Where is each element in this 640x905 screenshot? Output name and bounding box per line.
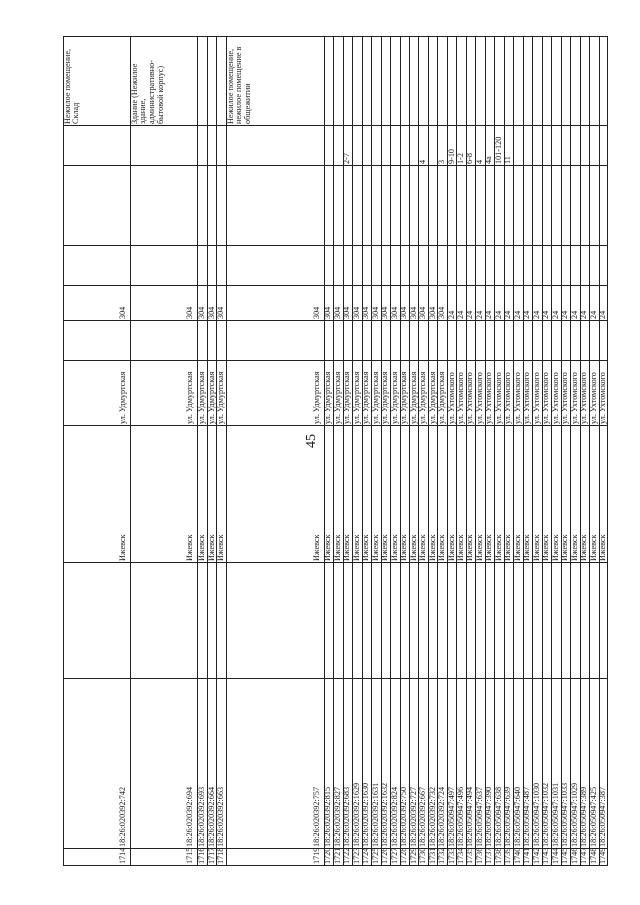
table-cell-cadastral: 18:26:050947:389	[579, 786, 589, 847]
table-cell-street: ул. Удмуртская	[408, 371, 418, 424]
table-cell-house: 304	[437, 306, 447, 319]
table-cell-house: 24	[560, 310, 570, 319]
page-number: 45	[304, 434, 319, 448]
table-cell-no: 1736	[474, 847, 484, 864]
table-cell-city: Ижевск	[332, 534, 342, 561]
table-cell-street: ул. Ухтомского	[484, 372, 494, 424]
table-cell-apt: 9-10	[446, 148, 456, 164]
table-cell-house: 24	[493, 310, 503, 319]
table-cell-no: 1726	[380, 847, 390, 864]
table-cell-cadastral: 18:26:020392:1631	[370, 782, 380, 847]
table-cell-city: Ижевск	[206, 534, 216, 561]
table-cell-no: 1740	[512, 847, 522, 864]
table-cell-city: Ижевск	[323, 534, 333, 561]
table-cell-cadastral: 18:26:020392:693	[197, 786, 207, 847]
table-cell-city: Ижевск	[474, 534, 484, 561]
table-cell-cadastral: 18:26:050947:638	[493, 786, 503, 847]
table-cell-street: ул. Удмуртская	[437, 371, 447, 424]
table-cell-city: Ижевск	[370, 534, 380, 561]
table-cell-street: ул. Удмуртская	[216, 371, 226, 424]
table-cell-apt: 4	[418, 159, 428, 164]
table-cell-cadastral: 18:26:020392:724	[437, 786, 447, 847]
table-cell-no: 1729	[408, 847, 418, 864]
table-cell-street: ул. Ухтомского	[512, 372, 522, 424]
table-cell-cadastral: 18:26:020392:742	[118, 786, 128, 847]
table-cell-city: Ижевск	[569, 534, 579, 561]
table-cell-house: 304	[361, 306, 371, 319]
table-cell-street: ул. Удмуртская	[118, 371, 128, 424]
table-cell-street: ул. Ухтомского	[474, 372, 484, 424]
table-cell-city: Ижевск	[588, 534, 598, 561]
table-cell-street: ул. Ухтомского	[446, 372, 456, 424]
table-cell-city: Ижевск	[541, 534, 551, 561]
table-cell-no: 1721	[332, 847, 342, 864]
table-row-rule	[63, 36, 64, 866]
table-cell-no: 1741	[522, 847, 532, 864]
table-cell-apt: 4	[474, 159, 484, 164]
table-cell-street: ул. Ухтомского	[455, 372, 465, 424]
table-cell-no: 1728	[399, 847, 409, 864]
table-cell-house: 24	[579, 310, 589, 319]
table-cell-street: ул. Ухтомского	[541, 372, 551, 424]
table-cell-cadastral: 18:26:020392:757	[311, 786, 321, 847]
table-cell-street: ул. Удмуртская	[342, 371, 352, 424]
table-cell-street: ул. Удмуртская	[389, 371, 399, 424]
table-cell-street: ул. Удмуртская	[311, 371, 321, 424]
table-cell-no: 1747	[579, 847, 589, 864]
table-cell-city: Ижевск	[484, 534, 494, 561]
table-cell-house: 304	[197, 306, 207, 319]
table-cell-no: 1745	[560, 847, 570, 864]
registry-table	[63, 36, 608, 866]
table-cell-house: 24	[588, 310, 598, 319]
table-cell-no: 1749	[598, 847, 608, 864]
table-cell-no: 1742	[531, 847, 541, 864]
table-cell-house: 24	[465, 310, 475, 319]
table-cell-note: Здание (Нежилое здание, административно-бытовой корпус)	[129, 60, 165, 124]
table-cell-city: Ижевск	[408, 534, 418, 561]
table-cell-street: ул. Удмуртская	[399, 371, 409, 424]
table-cell-no: 1725	[370, 847, 380, 864]
table-cell-house: 24	[512, 310, 522, 319]
table-cell-street: ул. Удмуртская	[197, 371, 207, 424]
table-cell-no: 1744	[550, 847, 560, 864]
table-cell-cadastral: 18:26:050947:639	[503, 786, 513, 847]
table-cell-street: ул. Удмуртская	[427, 371, 437, 424]
table-cell-city: Ижевск	[389, 534, 399, 561]
table-column-rule	[63, 245, 608, 246]
table-column-rule	[63, 165, 608, 166]
table-cell-house: 304	[351, 306, 361, 319]
table-cell-city: Ижевск	[531, 534, 541, 561]
table-cell-city: Ижевск	[512, 534, 522, 561]
table-column-rule	[63, 36, 608, 37]
table-cell-house: 24	[455, 310, 465, 319]
table-cell-cadastral: 18:26:050947:425	[588, 786, 598, 847]
table-cell-street: ул. Ухтомского	[588, 372, 598, 424]
table-cell-cadastral: 18:26:050947:1032	[541, 782, 551, 847]
table-cell-street: ул. Ухтомского	[598, 372, 608, 424]
table-cell-cadastral: 18:26:050947:637	[474, 786, 484, 847]
table-cell-city: Ижевск	[560, 534, 570, 561]
table-cell-cadastral: 18:26:050947:496	[455, 786, 465, 847]
table-cell-street: ул. Ухтомского	[560, 372, 570, 424]
table-cell-no: 1714	[118, 847, 128, 864]
table-cell-no: 1743	[541, 847, 551, 864]
table-cell-house: 304	[216, 306, 226, 319]
table-cell-street: ул. Удмуртская	[380, 371, 390, 424]
table-cell-apt: 3	[437, 159, 447, 164]
table-cell-no: 1722	[342, 847, 352, 864]
table-cell-cadastral: 18:26:050947:1031	[550, 782, 560, 847]
table-cell-street: ул. Ухтомского	[569, 372, 579, 424]
table-cell-cadastral: 18:26:020392:683	[342, 786, 352, 847]
table-cell-street: ул. Удмуртская	[370, 371, 380, 424]
table-cell-city: Ижевск	[522, 534, 532, 561]
table-cell-city: Ижевск	[361, 534, 371, 561]
table-row-rule	[226, 36, 227, 866]
table-cell-street: ул. Ухтомского	[465, 372, 475, 424]
table-cell-city: Ижевск	[418, 534, 428, 561]
table-cell-no: 1717	[206, 847, 216, 864]
table-cell-city: Ижевск	[399, 534, 409, 561]
table-cell-cadastral: 18:26:050947:390	[484, 786, 494, 847]
table-cell-no: 1734	[455, 847, 465, 864]
table-cell-house: 304	[332, 306, 342, 319]
table-cell-street: ул. Удмуртская	[351, 371, 361, 424]
table-cell-house: 24	[598, 310, 608, 319]
table-cell-no: 1738	[493, 847, 503, 864]
table-cell-apt: 101-120	[493, 136, 503, 164]
table-cell-cadastral: 18:26:020392:824	[389, 786, 399, 847]
table-cell-cadastral: 18:26:050947:1029	[569, 782, 579, 847]
table-cell-house: 24	[522, 310, 532, 319]
table-cell-city: Ижевск	[550, 534, 560, 561]
table-cell-house: 304	[427, 306, 437, 319]
table-cell-street: ул. Удмуртская	[418, 371, 428, 424]
table-cell-note: Нежилое помещение, нежилое помещение в общежитии	[225, 46, 252, 124]
table-cell-house: 24	[569, 310, 579, 319]
table-cell-house: 304	[370, 306, 380, 319]
table-cell-cadastral: 18:26:020392:732	[427, 786, 437, 847]
table-row-rule	[130, 36, 131, 866]
table-cell-city: Ижевск	[579, 534, 589, 561]
table-row-rule	[607, 36, 608, 866]
table-cell-street: ул. Удмуртская	[332, 371, 342, 424]
table-cell-no: 1730	[418, 847, 428, 864]
table-cell-cadastral: 18:26:050947:1030	[531, 782, 541, 847]
table-cell-no: 1731	[427, 847, 437, 864]
table-cell-apt: 11	[503, 156, 513, 164]
table-cell-note: Нежилое помещение, Склад	[62, 48, 81, 124]
table-cells	[63, 36, 608, 866]
table-cell-city: Ижевск	[351, 534, 361, 561]
table-cell-street: ул. Ухтомского	[550, 372, 560, 424]
table-cell-city: Ижевск	[437, 534, 447, 561]
table-cell-house: 24	[531, 310, 541, 319]
table-cell-cadastral: 18:26:020392:694	[185, 786, 195, 847]
table-cell-cadastral: 18:26:020392:827	[332, 786, 342, 847]
table-cell-city: Ижевск	[455, 534, 465, 561]
table-cell-no: 1733	[446, 847, 456, 864]
table-cell-house: 24	[503, 310, 513, 319]
table-cell-house: 24	[446, 310, 456, 319]
table-cell-street: ул. Удмуртская	[323, 371, 333, 424]
table-cell-no: 1737	[484, 847, 494, 864]
table-cell-apt: 1-2	[455, 153, 465, 164]
table-cell-city: Ижевск	[216, 534, 226, 561]
table-cell-cadastral: 18:26:050947:487	[522, 786, 532, 847]
table-cell-house: 304	[342, 306, 352, 319]
table-cell-city: Ижевск	[311, 534, 321, 561]
table-cell-city: Ижевск	[197, 534, 207, 561]
table-cell-cadastral: 18:26:050947:494	[465, 786, 475, 847]
table-cell-house: 304	[185, 306, 195, 319]
table-cell-street: ул. Удмуртская	[361, 371, 371, 424]
table-cell-apt: 2-7	[342, 153, 352, 164]
table-cell-no: 1719	[311, 847, 321, 864]
table-cell-street: ул. Ухтомского	[522, 372, 532, 424]
table-cell-house: 304	[389, 306, 399, 319]
table-cell-no: 1735	[465, 847, 475, 864]
table-cell-cadastral: 18:26:020392:727	[408, 786, 418, 847]
table-cell-cadastral: 18:26:050947:640	[512, 786, 522, 847]
table-cell-cadastral: 18:26:050947:497	[446, 786, 456, 847]
table-cell-no: 1732	[437, 847, 447, 864]
table-cell-house: 304	[380, 306, 390, 319]
table-cell-house: 304	[399, 306, 409, 319]
table-cell-city: Ижевск	[446, 534, 456, 561]
table-cell-cadastral: 18:26:020392:1632	[380, 782, 390, 847]
table-cell-no: 1739	[503, 847, 513, 864]
table-cell-city: Ижевск	[503, 534, 513, 561]
table-cell-street: ул. Ухтомского	[503, 372, 513, 424]
table-cell-no: 1720	[323, 847, 333, 864]
table-cell-no: 1746	[569, 847, 579, 864]
table-cell-house: 304	[311, 306, 321, 319]
table-cell-no: 1716	[197, 847, 207, 864]
table-cell-house: 304	[323, 306, 333, 319]
table-cell-cadastral: 18:26:020392:667	[418, 786, 428, 847]
table-cell-city: Ижевск	[342, 534, 352, 561]
table-cell-city: Ижевск	[380, 534, 390, 561]
table-cell-street: ул. Удмуртская	[206, 371, 216, 424]
table-cell-city: Ижевск	[427, 534, 437, 561]
table-cell-cadastral: 18:26:020392:815	[323, 786, 333, 847]
table-cell-no: 1715	[185, 847, 195, 864]
table-cell-cadastral: 18:26:020392:1629	[351, 782, 361, 847]
table-cell-no: 1727	[389, 847, 399, 864]
table-cell-no: 1723	[351, 847, 361, 864]
table-cell-house: 304	[206, 306, 216, 319]
table-cell-cadastral: 18:26:020392:664	[206, 786, 216, 847]
table-cell-no: 1724	[361, 847, 371, 864]
table-cell-house: 304	[418, 306, 428, 319]
table-cell-house: 304	[408, 306, 418, 319]
table-cell-street: ул. Ухтомского	[493, 372, 503, 424]
table-cell-cadastral: 18:26:050947:387	[598, 786, 608, 847]
table-cell-city: Ижевск	[493, 534, 503, 561]
table-cell-cadastral: 18:26:020392:663	[216, 786, 226, 847]
table-cell-house: 24	[541, 310, 551, 319]
table-cell-street: ул. Удмуртская	[185, 371, 195, 424]
table-cell-apt: 6-8	[465, 153, 475, 164]
table-cell-house: 24	[484, 310, 494, 319]
table-cell-no: 1748	[588, 847, 598, 864]
table-cell-cadastral: 18:26:050947:1033	[560, 782, 570, 847]
table-cell-cadastral: 18:26:020392:1630	[361, 782, 371, 847]
table-cell-cadastral: 18:26:020392:750	[399, 786, 409, 847]
table-cell-house: 24	[550, 310, 560, 319]
table-cell-city: Ижевск	[598, 534, 608, 561]
table-cell-house: 24	[474, 310, 484, 319]
table-cell-city: Ижевск	[185, 534, 195, 561]
table-cell-no: 1718	[216, 847, 226, 864]
table-cell-city: Ижевск	[465, 534, 475, 561]
table-cell-street: ул. Ухтомского	[579, 372, 589, 424]
table-cell-house: 304	[118, 306, 128, 319]
table-cell-street: ул. Ухтомского	[531, 372, 541, 424]
table-cell-city: Ижевск	[118, 534, 128, 561]
table-cell-apt: 4а	[484, 156, 494, 164]
